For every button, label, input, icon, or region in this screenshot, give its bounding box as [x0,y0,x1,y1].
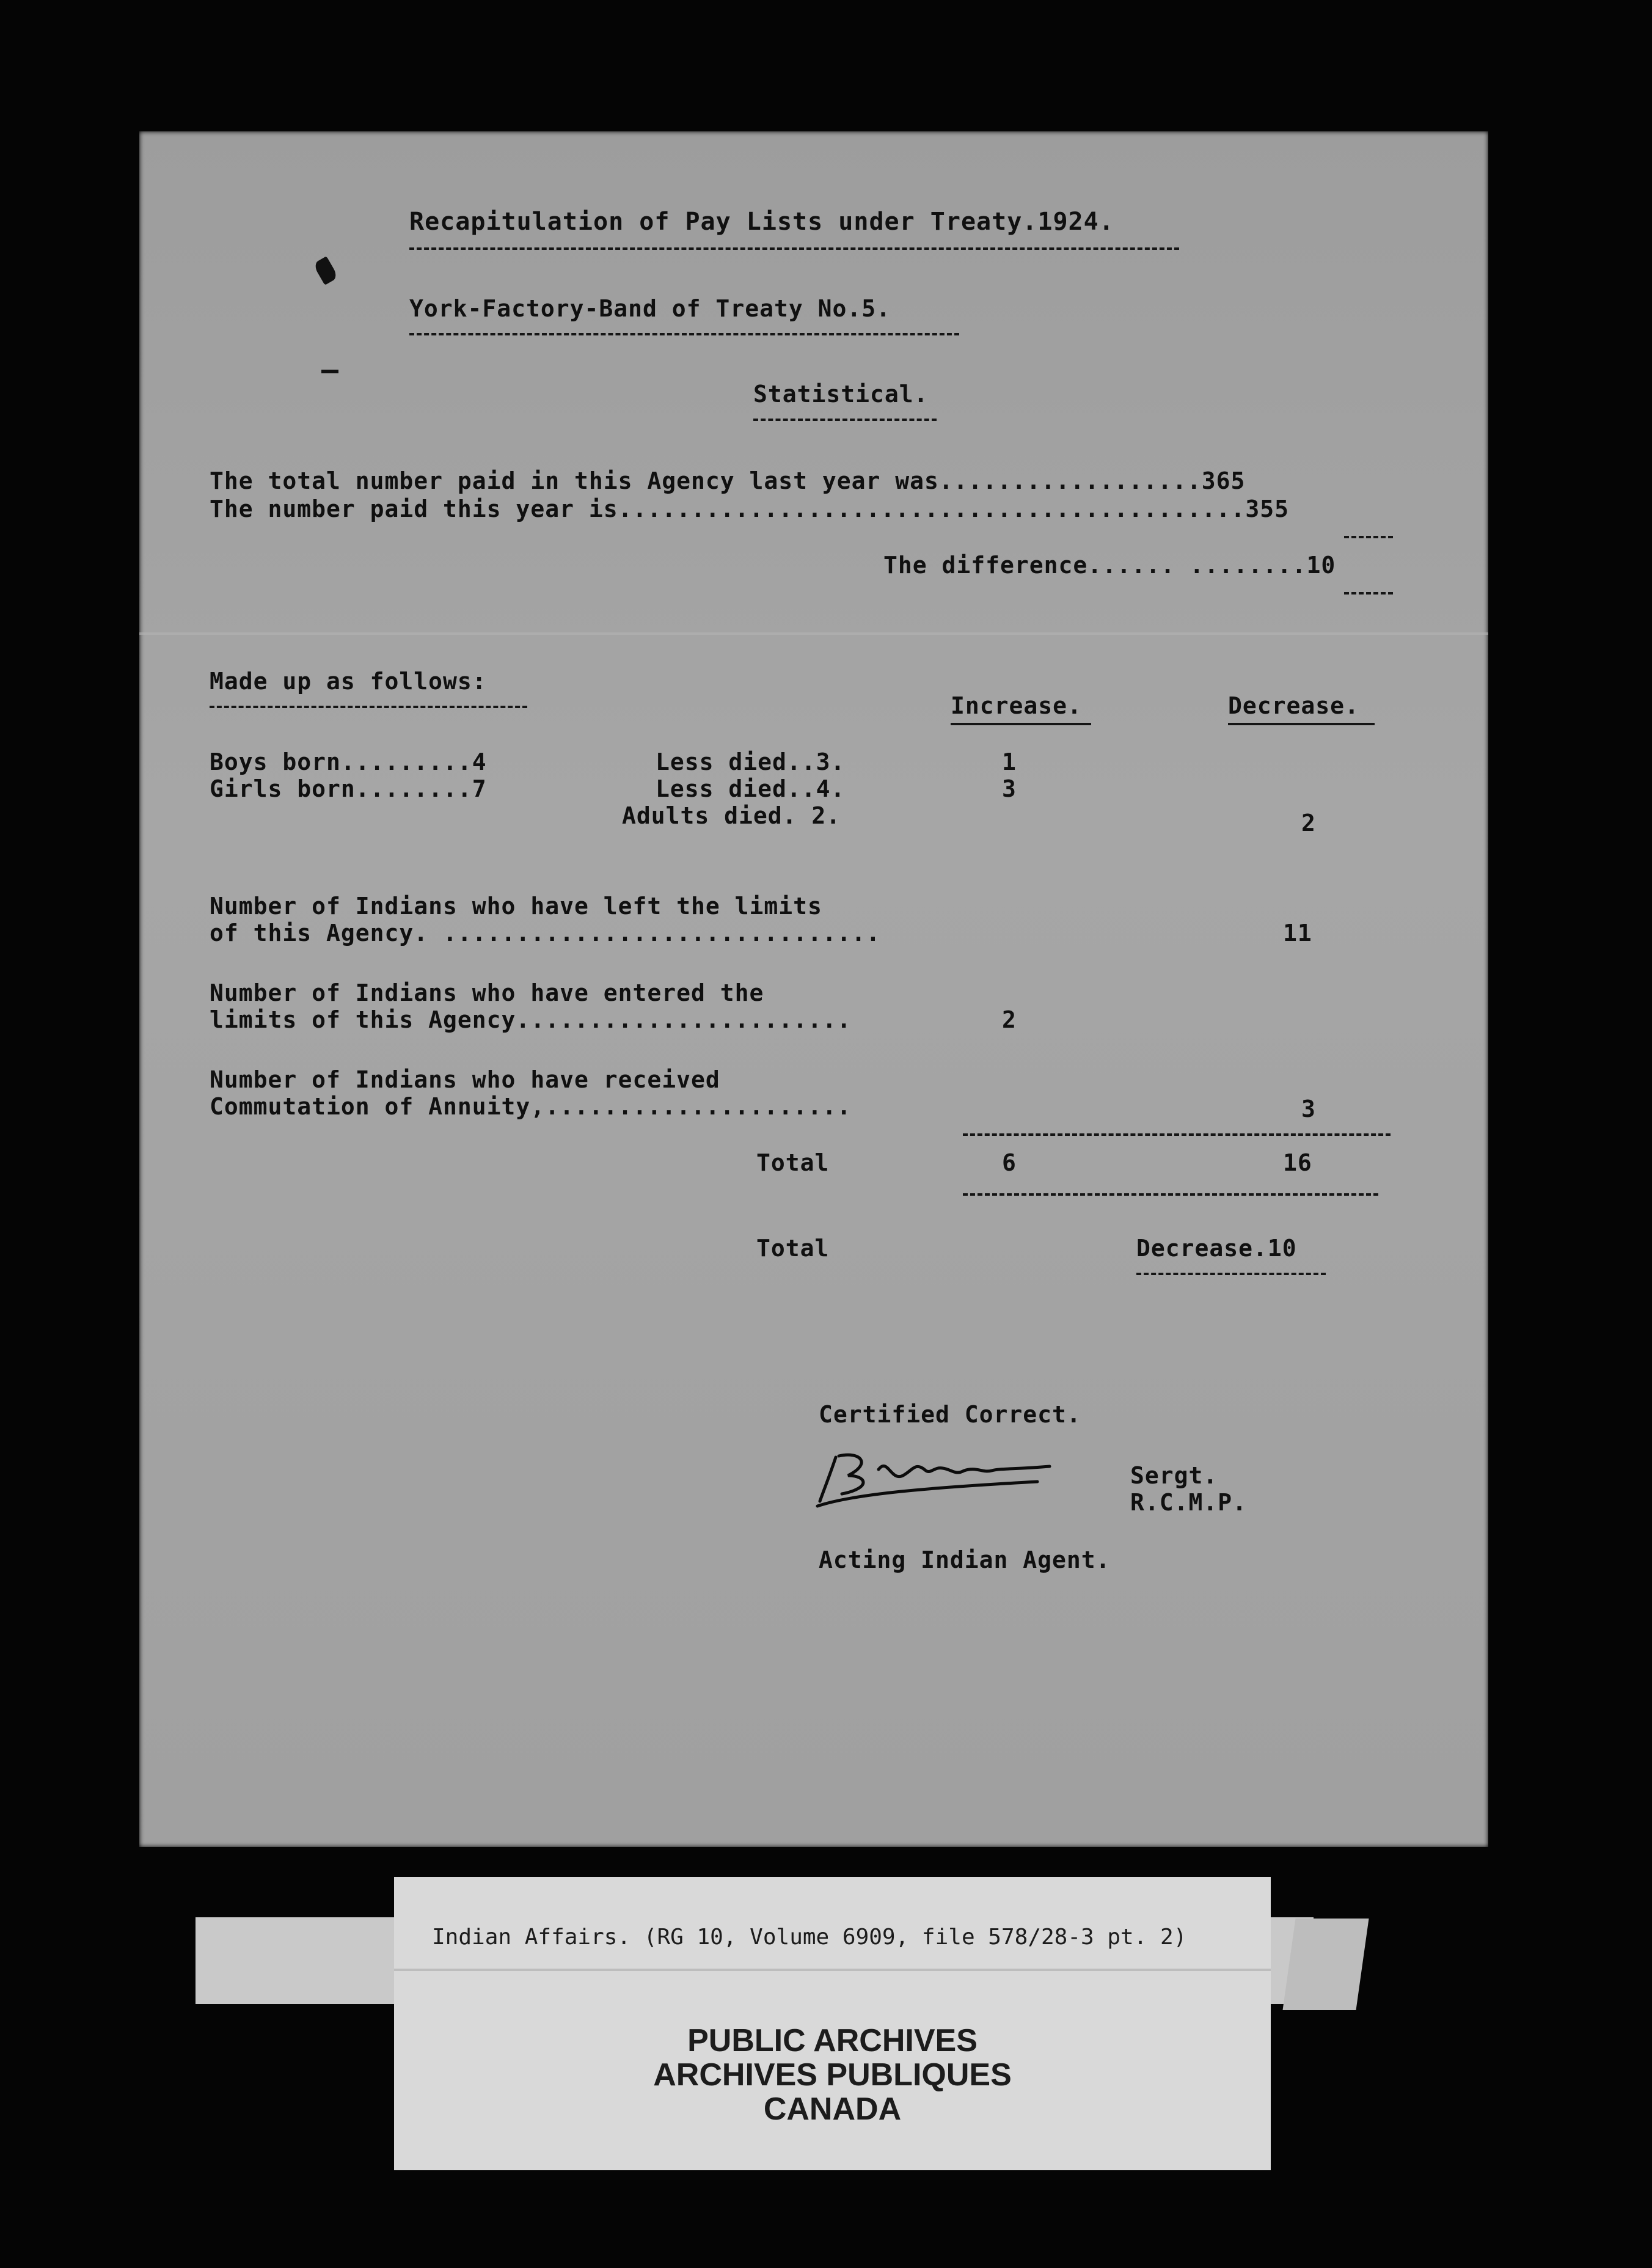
total-rule-top [963,1133,1391,1136]
boys-born: Boys born.........4 [210,748,487,775]
document-title: Recapitulation of Pay Lists under Treaty.1924. [409,208,1114,236]
title-underline [409,247,1179,250]
decrease-header: Decrease. [1228,692,1359,719]
page-fold [139,632,1488,635]
entered-limits-line1: Number of Indians who have entered the [210,979,764,1006]
certified-correct: Certified Correct. [819,1401,1081,1428]
last-year-line: The total number paid in this Agency last year was..................365 [210,467,1246,494]
section-underline [753,419,937,421]
total-decrease: 16 [1283,1149,1312,1176]
this-year-line: The number paid this year is...........................................355 [210,496,1289,522]
label-divider [394,1969,1271,1971]
section-heading: Statistical. [753,381,929,408]
net-total-underline [1136,1273,1326,1275]
difference-line: The difference...... ........10 [883,552,1336,579]
adults-died: Adults died. 2. [622,802,841,829]
left-limits-line1: Number of Indians who have left the limits [210,893,822,920]
entered-limits-increase: 2 [1002,1006,1017,1033]
left-limits-line2: of this Agency. .............................. [210,920,881,946]
girls-increase: 3 [1002,775,1017,802]
girls-died: Less died..4. [656,775,846,802]
document-page [139,131,1488,1847]
acting-indian-agent: Acting Indian Agent. [819,1546,1111,1573]
entered-limits-line2: limits of this Agency....................... [210,1006,852,1033]
total-increase: 6 [1002,1149,1017,1176]
made-up-heading: Made up as follows: [210,668,487,695]
subtract-rule [1344,536,1393,538]
increase-underline [951,723,1091,725]
archive-reference: Indian Affairs. (RG 10, Volume 6909, file 578/28-3 pt. 2) [432,1925,1187,1950]
archive-line-1: PUBLIC ARCHIVES [687,2023,978,2058]
archive-label-tab [1282,1919,1369,2010]
girls-born: Girls born........7 [210,775,487,802]
signature [781,1433,1123,1518]
adults-decrease: 2 [1301,810,1316,836]
total-label: Total [756,1149,830,1176]
archive-line-2: ARCHIVES PUBLIQUES [653,2057,1012,2093]
made-up-underline [210,706,527,708]
archive-line-3: CANADA [763,2091,902,2127]
commutation-line2: Commutation of Annuity,..................... [210,1093,852,1120]
commutation-line1: Number of Indians who have received [210,1066,720,1093]
net-total-value: Decrease.10 [1136,1235,1297,1262]
rank-sergt: Sergt. [1130,1462,1218,1489]
net-total-label: Total [756,1235,830,1262]
increase-header: Increase. [951,692,1082,719]
rank-rcmp: R.C.M.P. [1130,1489,1248,1516]
commutation-decrease: 3 [1301,1096,1316,1122]
boys-increase: 1 [1002,748,1017,775]
difference-rule [1344,592,1393,594]
band-name: York-Factory-Band of Treaty No.5. [409,295,891,322]
archive-label [394,1877,1271,2170]
band-underline [409,333,959,335]
left-limits-decrease: 11 [1283,920,1312,946]
decrease-underline [1228,723,1375,725]
margin-mark [313,256,339,285]
total-rule-bottom [963,1193,1378,1196]
boys-died: Less died..3. [656,748,846,775]
margin-tick [321,370,338,373]
